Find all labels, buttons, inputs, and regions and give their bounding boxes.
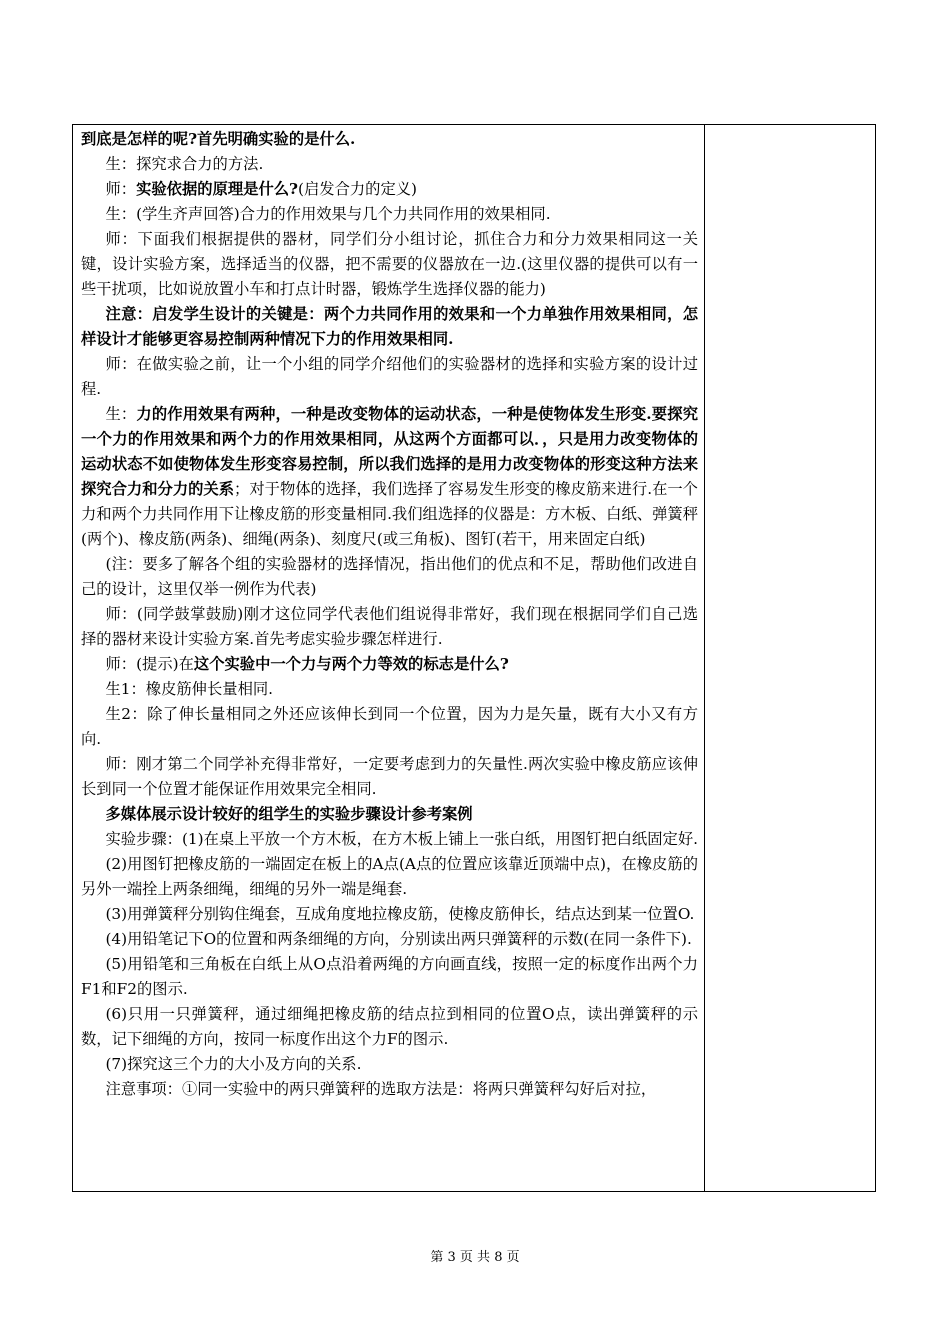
bold-text: 多媒体展示设计较好的组学生的实验步骤设计参考案例 — [105, 805, 473, 823]
document-table — [72, 124, 876, 1192]
text: (注：要多了解各个组的实验器材的选择情况，指出他们的优点和不足，帮助他们改进自己的设计，这里仅举一例作为代表) — [81, 555, 698, 598]
paragraph — [81, 352, 698, 402]
text: 生1：橡皮筋伸长量相同. — [105, 680, 274, 698]
paragraph — [81, 677, 698, 702]
page-footer: 第 3 页 共 8 页 — [430, 1250, 520, 1265]
paragraph — [81, 902, 698, 927]
bold-text: 实验依据的原理是什么? — [136, 180, 299, 198]
paragraph — [81, 652, 698, 677]
column-divider — [704, 125, 705, 1191]
paragraph — [81, 1077, 698, 1102]
text: (3)用弹簧秤分别钩住绳套，互成角度地拉橡皮筋，使橡皮筋伸长，结点达到某一位置O. — [105, 905, 695, 923]
paragraph — [81, 1052, 698, 1077]
bold-text: 这个实验中一个力与两个力等效的标志是什么? — [193, 655, 509, 673]
text: 师：下面我们根据提供的器材，同学们分小组讨论，抓住合力和分力效果相同这一关键，设计实验方案，选择适当的仪器，把不需要的仪器放在一边.(这里仪器的提供可以有一些干扰项，比如说放置小车和打点计时器，锻炼学生选择仪器的能力) — [81, 230, 698, 298]
paragraph — [81, 227, 698, 302]
paragraph — [81, 177, 698, 202]
paragraph — [81, 827, 698, 852]
paragraph — [81, 302, 698, 352]
paragraph — [81, 1002, 698, 1052]
text: (4)用铅笔记下O的位置和两条细绳的方向，分别读出两只弹簧秤的示数(在同一条件下). — [105, 930, 692, 948]
paragraph — [81, 552, 698, 602]
paragraph — [81, 602, 698, 652]
text: ；对于物体的选择，我们选择了容易发生形变的橡皮筋来进行.在一个力和两个力共同作用下让橡皮筋的形变量相同.我们组选择的仪器是：方木板、白纸、弹簧秤(两个)、橡皮筋(两条)、细绳(两条)、刻度尺(或三角板)、图钉(若干，用来固定白纸) — [81, 480, 698, 548]
paragraph — [81, 952, 698, 1002]
text: (6)只用一只弹簧秤，通过细绳把橡皮筋的结点拉到相同的位置O点，读出弹簧秤的示数，记下细绳的方向，按同一标度作出这个力F的图示. — [81, 1005, 698, 1048]
paragraph — [81, 152, 698, 177]
paragraph — [81, 402, 698, 552]
text: (7)探究这三个力的大小及方向的关系. — [105, 1055, 362, 1073]
text: 师： — [105, 180, 137, 198]
paragraph — [81, 852, 698, 902]
bold-text: 注意：启发学生设计的关键是：两个力共同作用的效果和一个力单独作用效果相同，怎样设计才能够更容易控制两种情况下力的作用效果相同. — [81, 305, 698, 348]
paragraph — [81, 927, 698, 952]
paragraph — [81, 752, 698, 802]
text: 生：探究求合力的方法. — [105, 155, 264, 173]
paragraph — [81, 202, 698, 227]
paragraph — [81, 802, 698, 827]
text: 注意事项：①同一实验中的两只弹簧秤的选取方法是：将两只弹簧秤勾好后对拉， — [105, 1080, 657, 1098]
bold-text: 到底是怎样的呢?首先明确实验的是什么. — [81, 130, 356, 148]
text: 师：(提示)在 — [105, 655, 194, 673]
text: 师：刚才第二个同学补充得非常好，一定要考虑到力的矢量性.两次实验中橡皮筋应该伸长到同一个位置才能保证作用效果完全相同. — [81, 755, 698, 798]
text: 生： — [105, 405, 137, 423]
text: (启发合力的定义) — [298, 180, 418, 198]
text: (5)用铅笔和三角板在白纸上从O点沿着两绳的方向画直线，按照一定的标度作出两个力F1和F2的图示. — [81, 955, 698, 998]
text: (2)用图钉把橡皮筋的一端固定在板上的A点(A点的位置应该靠近顶端中点)，在橡皮筋的另外一端拴上两条细绳，细绳的另外一端是绳套. — [81, 855, 698, 898]
main-text-cell — [81, 127, 698, 1102]
paragraph — [81, 127, 698, 152]
text: 生：(学生齐声回答)合力的作用效果与几个力共同作用的效果相同. — [105, 205, 551, 223]
bold-text: 力的作用效果有两种，一种是改变物体的运动状态，一种是使物体发生形变.要探究一个力的作用效果和两个力的作用效果相同，从这两个方面都可以．，只是用力改变物体的运动状态不如使物体发生形变容易控制，所以我们选择的是用力改变物体的形变这种方法来探究合力和分力的关系 — [81, 405, 698, 498]
text: 实验步骤：(1)在桌上平放一个方木板，在方木板上铺上一张白纸，用图钉把白纸固定好. — [105, 830, 698, 848]
text: 生2：除了伸长量相同之外还应该伸长到同一个位置，因为力是矢量，既有大小又有方向. — [81, 705, 698, 748]
text: 师：(同学鼓掌鼓励)刚才这位同学代表他们组说得非常好，我们现在根据同学们自己选择的器材来设计实验方案.首先考虑实验步骤怎样进行. — [81, 605, 698, 648]
text: 师：在做实验之前，让一个小组的同学介绍他们的实验器材的选择和实验方案的设计过程. — [81, 355, 698, 398]
paragraph — [81, 702, 698, 752]
